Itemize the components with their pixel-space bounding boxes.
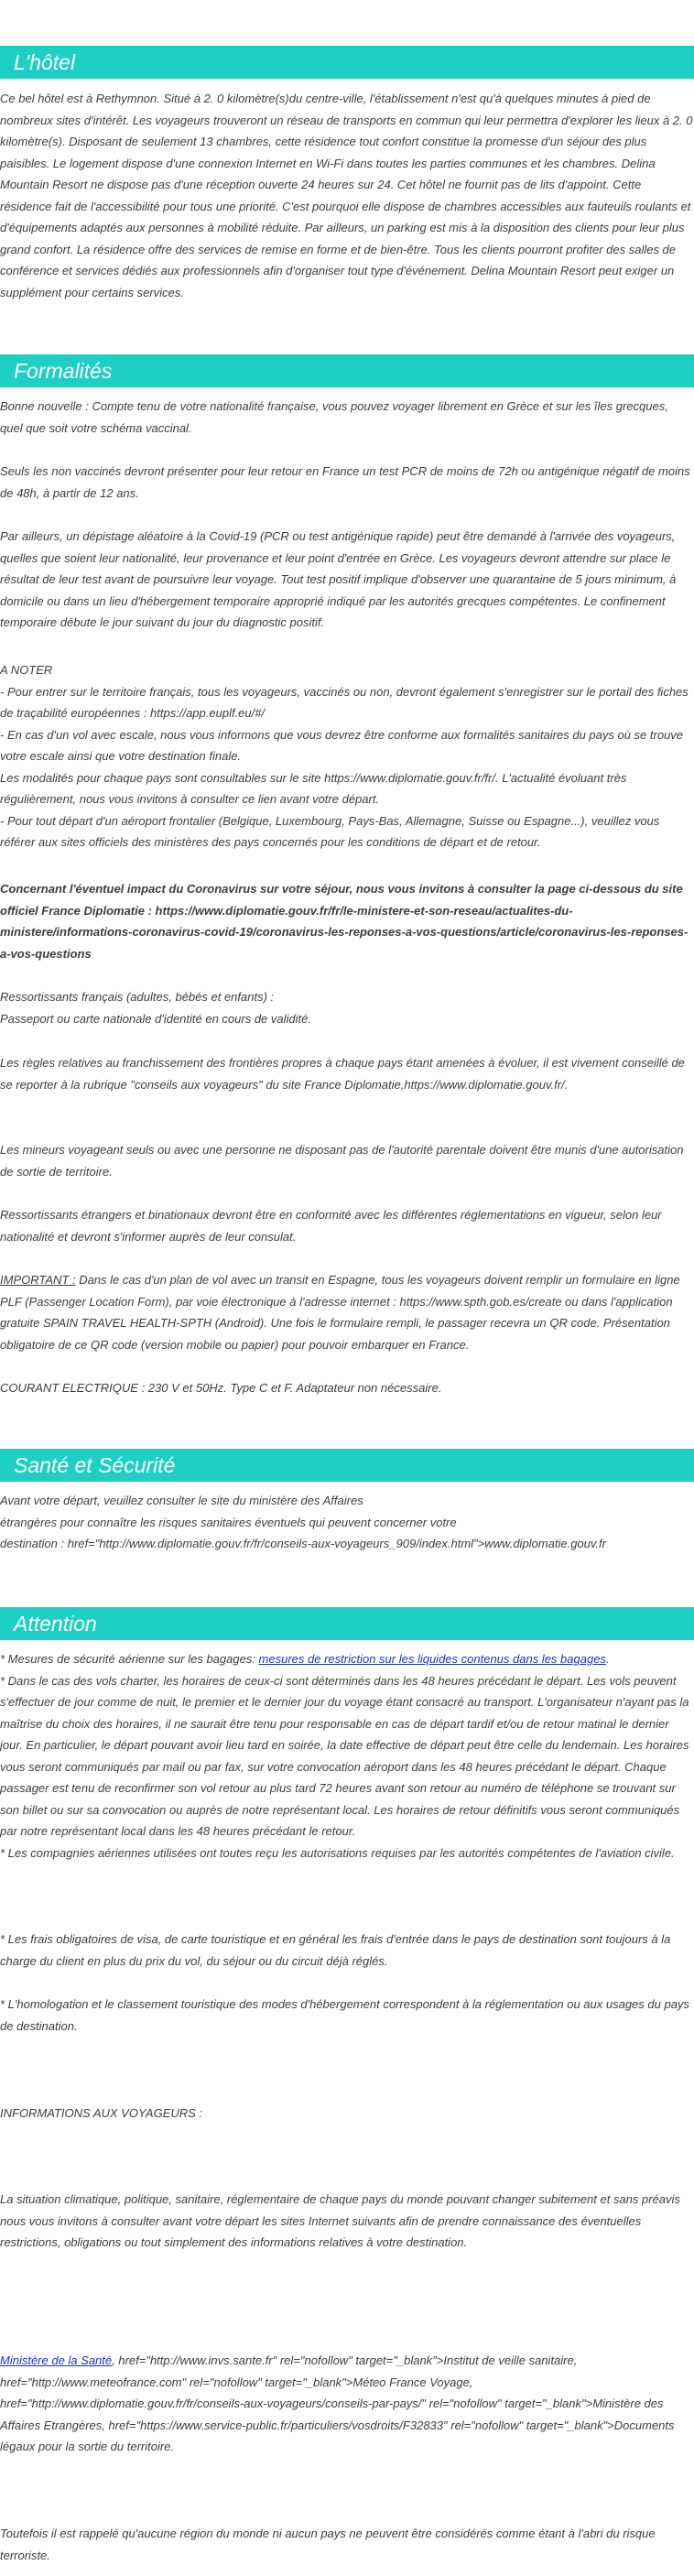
- liquides-restriction-link[interactable]: mesures de restriction sur les liquides contenus dans les bagages: [258, 1652, 606, 1666]
- ressortissants-block: [0, 986, 694, 1029]
- note-line: - Pour entrer sur le territoire français, tous les voyageurs, vaccinés ou non, devront également s'enregistrer sur le portail des fiches de traçabilité européennes : https://app.euplf.eu/#/: [0, 684, 689, 720]
- ministere-sante-link[interactable]: Ministère de la Santé: [0, 2353, 113, 2367]
- hotel-text: Ce bel hôtel est à Rethymnon. Situé à 2. 0 kilomètre(s)du centre-ville, l'établissement n'est qu'à quelques minutes à pied de nombreux sites d'intérêt. Les voyageurs trouveront un réseau de transports en commun qui leur permettra d'explorer les lieux à 2. 0 kilomètre(s). Disposant de seulement 13 chambres, cette résidence tout confort constitue la promesse d'un séjour des plus paisibles. Le logement dispose d'une connexion Internet en Wi-Fi dans toutes les parties communes et les chambres. Delina Mountain Resort ne dispose pas d'une réception ouverte 24 heures sur 24. Cet hôtel ne fournit pas de lits d'appoint. Cette résidence fait de l'accessibilité pour tous une priorité. C'est pourquoi elle dispose de chambres accessibles aux fauteuils roulants et d'équipements adaptés aux personnes à mobilité réduite. Par ailleurs, un parking est mis à la disposition des clients pour leur plus grand confort. La résidence offre des services de remise en forme et de bien-être. Tous les clients pourront profiter des salles de conférence et services dédiés aux professionnels afin d'organiser tout type d'événement. Delina Mountain Resort peut exiger un supplément pour certains services.: [0, 92, 693, 299]
- etrangers-block: [0, 1204, 694, 1247]
- section-header-sante: Santé et Sécurité: [0, 1449, 694, 1482]
- sites-list: [0, 2350, 694, 2458]
- note-line: - En cas d'un vol avec escale, nous vous informons que vous devrez être conforme aux formalités sanitaires du pays où se trouve votre escale ainsi que votre destination finale.: [0, 727, 684, 763]
- courant-text: COURANT ELECTRIQUE : 230 V et 50Hz. Type C et F. Adaptateur non nécessaire.: [0, 1381, 442, 1395]
- formalites-p1: Bonne nouvelle : Compte tenu de votre nationalité française, vous pouvez voyager librement en Grèce et sur les îles grecques, quel que soit votre schéma vaccinal.: [0, 399, 668, 435]
- homologation-text: * L'homologation et le classement touristique des modes d'hébergement correspondent à la réglementation ou aux usages du pays de destination.: [0, 1997, 689, 2033]
- sante-line2: étrangères pour connaître les risques sanitaires éventuels qui peuvent concerner votre: [0, 1515, 457, 1529]
- situation-text: La situation climatique, politique, sanitaire, réglementaire de chaque pays du monde pouvant changer subitement et sans préavis: [0, 2192, 680, 2206]
- ressortissants-line1: Ressortissants français (adultes, bébés et enfants) :: [0, 990, 275, 1004]
- note-line: Les modalités pour chaque pays sont consultables sur le site https://www.diplomatie.gouv.fr/fr/. L'actualité évoluant très régulièrement, nous vous invitons à consulter ce lien avant votre départ.: [0, 770, 627, 806]
- sante-line3: destination : href="http://www.diplomatie.gouv.fr/fr/conseils-aux-voyageurs_909/index.html">www.diplomatie.gouv.fr: [0, 1537, 606, 1550]
- section-header-formalites: Formalités: [0, 354, 694, 387]
- coronavirus-block: [0, 878, 694, 964]
- frais-text: * Les frais obligatoires de visa, de carte touristique et en général les frais d'entrée dans le pays de destination sont toujours à la charge du client en plus du prix du vol, du séjour ou du circuit déjà réglés.: [0, 1932, 671, 1968]
- important-text: Dans le cas d'un plan de vol avec un transit en Espagne, tous les voyageurs doivent remplir un formulaire en ligne PLF (Passenger Location Form), par voie électronique à l'adresse internet : https://www.spth.gob.es/create ou dans l'application gratuite SPAIN TRAVEL HEALTH-SPTH (Android). Une fois le formulaire rempli, le passager recevra un QR code. Présentation obligatoire de ce QR code (version mobile ou papier) pour pouvoir embarquer en France.: [0, 1273, 680, 1352]
- important-label: IMPORTANT :: [0, 1273, 76, 1287]
- formalites-p3-block: [0, 526, 694, 634]
- bagages-line: [0, 1648, 694, 1670]
- frais-block: [0, 1929, 694, 1972]
- bagages-prefix: * Mesures de sécurité aérienne sur les bagages:: [0, 1652, 259, 1666]
- sante-line1: Avant votre départ, veuillez consulter le site du ministère des Affaires: [0, 1494, 363, 1507]
- situation-block: [0, 2189, 694, 2254]
- terrorisme-block: [0, 2523, 694, 2566]
- charter-text: * Dans le cas des vols charter, les horaires de ceux-ci sont déterminés dans les 48 heures précédant le départ. Les vols peuvent s'effectuer de jour comme de nuit, le premier et le dernier jour du voyage étant consacré au transport. L'organisateur n'ayant pas la maîtrise du choix des horaires, il ne saurait être tenu pour responsable en cas de départ tardif et/ou de retour matinal le dernier jour. En particulier, le départ pouvant avoir lieu tard en soirée, la date effective de départ peut être celle du lendemain. Les horaires vous seront communiqués par mail ou par fax, sur votre convocation aéroport dans les 48 heures précédant le départ. Chaque passager est tenu de reconfirmer son vol retour au plus tard 72 heures avant son retour au numéro de téléphone se trouvant sur son billet ou sur sa convocation ou auprès de notre représentant local. Les horaires de retour définitifs vous seront communiqués par notre représentant local dans les 48 heures précédant le retour.: [0, 1673, 689, 1838]
- regles-block: [0, 1052, 694, 1095]
- important-block: [0, 1269, 694, 1355]
- note-line: - Pour tout départ d'un aéroport frontalier (Belgique, Luxembourg, Pays-Bas, Allemagne, Suisse ou Espagne...), veuillez vous référer aux sites officiels des ministères des pays concernés pour les conditions de départ et de retour.: [0, 813, 660, 849]
- hotel-description: [0, 88, 694, 303]
- terrorisme-text: Toutefois il est rappelé qu'aucune région du monde ni aucun pays ne peuvent être considérés comme étant à l'abri du risque terroriste.: [0, 2527, 656, 2562]
- formalites-p2: Seuls les non vaccinés devront présenter pour leur retour en France un test PCR de moins de 72h ou antigénique négatif de moins de 48h, à partir de 12 ans.: [0, 464, 690, 500]
- formalites-p3: Par ailleurs, un dépistage aléatoire à la Covid-19 (PCR ou test antigénique rapide) peut être demandé à l'arrivée des voyageurs, quelles que soient leur nationalité, leur provenance et leur point d'entrée en Grèce. Les voyageurs devront attendre sur place le résultat de leur test avant de poursuivre leur voyage. Tout test positif implique d'observer une quarantaine de 5 jours minimum, à domicile ou dans un lieu d'hébergement temporaire approprié indiqué par les autorités grecques compétentes. Le confinement temporaire débute le jour suivant du jour du diagnostic positif.: [0, 529, 677, 629]
- invitons-text: nous vous invitons à consulter avant votre départ les sites Internet suivants afin de prendre connaissance des éventuelles restrictions, obligations ou tout simplement des informations relatives à votre destination.: [0, 2213, 642, 2249]
- sites-list-rest: , href="http://www.invs.sante.fr" rel="nofollow" target="_blank">Institut de veille sanitaire, href="http://www.meteofrance.com" rel="nofollow" target="_blank">Méteo France Voyage, href="http://www.diplomatie.gouv.fr/fr/conseils-aux-voyageurs/conseils-par-pays/" rel="nofollow" target="_blank">Ministère des Affaires Etrangères, href="https://www.service-public.fr/particuliers/vosdroits/F32833" rel="nofollow" target="_blank">Documents légaux pour la sortie du territoire.: [0, 2353, 675, 2453]
- important-paragraph: [0, 1269, 694, 1355]
- section-header-attention: Attention: [0, 1607, 694, 1640]
- coronavirus-notice: Concernant l'éventuel impact du Coronavirus sur votre séjour, nous vous invitons à consulter la page ci-dessous du site officiel France Diplomatie : https://www.diplomatie.gouv.fr/fr/le-ministere-et-son-reseau/actualites-du-ministere/informations-coronavirus-covid-19/coronavirus-les-reponses-a-vos-questions/article/coronavirus-les-reponses-a-vos-questions: [0, 882, 689, 961]
- infos-voyageurs-title: INFORMATIONS AUX VOYAGEURS :: [0, 2106, 203, 2120]
- bagages-suffix: .: [605, 1652, 610, 1666]
- formalites-p2-block: [0, 461, 694, 504]
- attention-block: [0, 1648, 694, 1864]
- compagnies-text: * Les compagnies aériennes utilisées ont toutes reçu les autorisations requises par les autorités compétentes de l'aviation civile.: [0, 1845, 675, 1860]
- courant-block: [0, 1377, 694, 1399]
- note-title: A NOTER: [0, 663, 53, 677]
- section-header-hotel: L'hôtel: [0, 46, 694, 79]
- regles-text: Les règles relatives au franchissement des frontières propres à chaque pays étant amenées à évoluer, il est vivement conseillé de se reporter à la rubrique "conseils aux voyageurs" du site France Diplomatie,https://www.diplomatie.gouv.fr/.: [0, 1056, 685, 1092]
- mineurs-block: [0, 1139, 694, 1182]
- sante-block: [0, 1490, 694, 1555]
- ressortissants-line2: Passeport ou carte nationale d'identité en cours de validité.: [0, 1011, 311, 1026]
- mineurs-text: Les mineurs voyageant seuls ou avec une personne ne disposant pas de l'autorité parentale doivent être munis d'une autorisation de sortie de territoire.: [0, 1143, 684, 1179]
- etrangers-text: Ressortissants étrangers et binationaux devront être en conformité avec les différentes réglementations en vigueur, selon leur nationalité et devront s'informer auprès de leur consulat.: [0, 1208, 662, 1244]
- infos-title-block: [0, 2103, 694, 2125]
- formalites-p1-block: [0, 396, 694, 439]
- homologation-block: [0, 1994, 694, 2037]
- note-block: [0, 659, 694, 853]
- links-block: [0, 2350, 694, 2458]
